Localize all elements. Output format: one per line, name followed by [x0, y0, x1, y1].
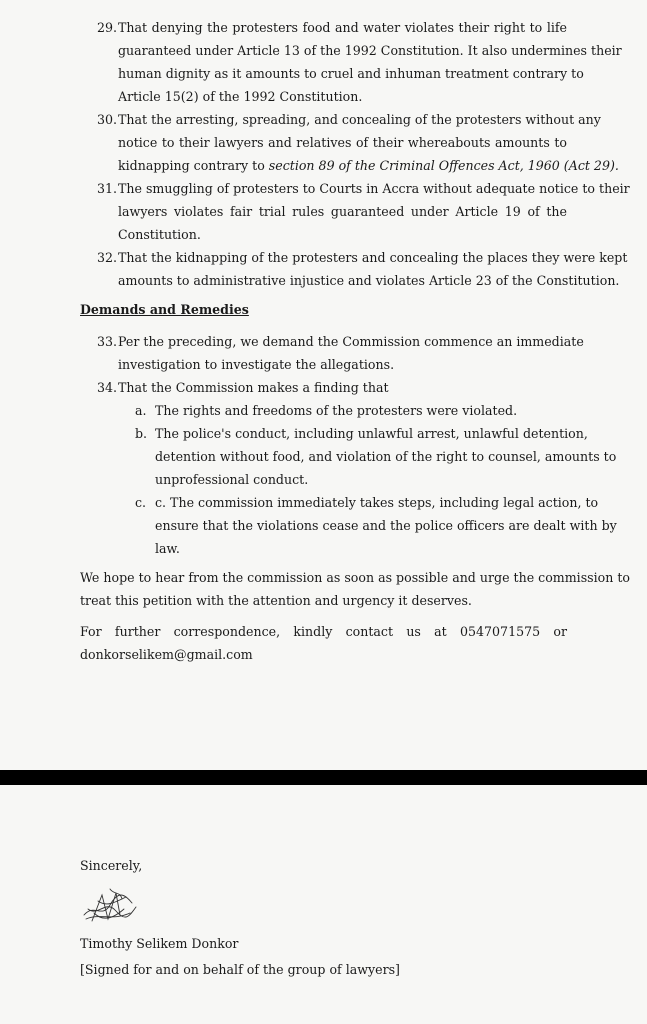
subitem-b-line-3: unprofessional conduct.: [155, 472, 309, 487]
subitem-a-line-1: The rights and freedoms of the protesters were violated.: [155, 403, 518, 418]
closing-line-2: treat this petition with the attention and urgency it deserves.: [80, 593, 472, 608]
signature-note: [Signed for and on behalf of the group of lawyers]: [80, 962, 400, 977]
subitem-a-letter: a.: [135, 403, 147, 418]
item-33-line-2: investigation to investigate the allegations.: [118, 357, 395, 372]
subitem-c-line-3: law.: [155, 541, 180, 556]
contact-email: donkorselikem@gmail.com: [80, 647, 253, 662]
subitem-b-line-1: The police's conduct, including unlawful arrest, unlawful detention,: [155, 426, 588, 441]
salutation: Sincerely,: [80, 858, 143, 873]
item-29-line-2: guaranteed under Article 13 of the 1992 Constitution. It also undermines their: [118, 43, 622, 58]
contact-line: For further correspondence, kindly contact us at 0547071575 or: [80, 624, 567, 639]
item-32-line-1: That the kidnapping of the protesters and concealing the places they were kept: [118, 250, 628, 265]
signature-icon: [80, 885, 140, 927]
subitem-c-line-2: ensure that the violations cease and the police officers are dealt with by: [155, 518, 617, 533]
item-30-number: 30.: [97, 112, 118, 127]
section-heading: Demands and Remedies: [80, 302, 249, 317]
subitem-c-line-1: c. The commission immediately takes steps, including legal action, to: [155, 495, 599, 510]
item-29-line-1: That denying the protesters food and water violates their right to life: [118, 20, 567, 35]
item-32-number: 32.: [97, 250, 118, 265]
item-31-line-2: lawyers violates fair trial rules guaranteed under Article 19 of the: [118, 204, 567, 219]
signer-name: Timothy Selikem Donkor: [80, 936, 239, 951]
item-34-line-1: That the Commission makes a finding that: [118, 380, 389, 395]
item-33-number: 33.: [97, 334, 118, 349]
subitem-b-letter: b.: [135, 426, 148, 441]
item-32-line-2: amounts to administrative injustice and violates Article 23 of the Constitution.: [118, 273, 620, 288]
item-30-line-3: [118, 158, 619, 173]
item-31-number: 31.: [97, 181, 118, 196]
subitem-b-line-2: detention without food, and violation of the right to counsel, amounts to: [155, 449, 617, 464]
item-29-number: 29.: [97, 20, 118, 35]
subitem-c-letter: c.: [135, 495, 147, 510]
item-30-line-1: That the arresting, spreading, and concealing of the protesters without any: [118, 112, 601, 127]
item-29-line-3: human dignity as it amounts to cruel and inhuman treatment contrary to: [118, 66, 584, 81]
item-30-line-2: notice to their lawyers and relatives of their whereabouts amounts to: [118, 135, 567, 150]
item-33-line-1: Per the preceding, we demand the Commission commence an immediate: [118, 334, 584, 349]
closing-line-1: We hope to hear from the commission as soon as possible and urge the commission to: [80, 570, 630, 585]
item-34-number: 34.: [97, 380, 118, 395]
item-31-line-1: The smuggling of protesters to Courts in Accra without adequate notice to their: [118, 181, 630, 196]
item-31-line-3: Constitution.: [118, 227, 201, 242]
item-29-line-4: Article 15(2) of the 1992 Constitution.: [118, 89, 363, 104]
letter-page-2: [0, 785, 647, 1024]
act-citation: section 89 of the Criminal Offences Act, 1960 (Act 29).: [268, 158, 619, 173]
item-30-line-3-text: kidnapping contrary to: [118, 158, 269, 173]
